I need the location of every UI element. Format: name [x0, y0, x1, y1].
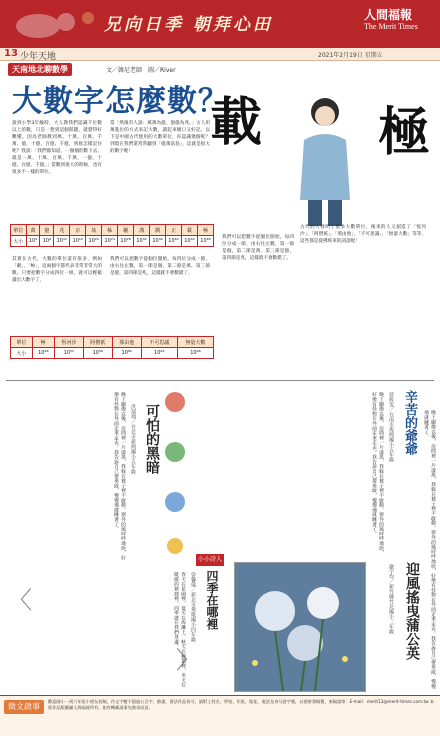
ox-decoration-icon [8, 6, 104, 42]
boy-illustration [290, 90, 360, 230]
table-cell-unit: 阿僧祇 [83, 337, 112, 348]
article-headline: 大數字怎麼數？ [12, 84, 229, 119]
table-cell-size: 大小 [11, 348, 33, 359]
story1-author: 洪瑞翔／台北市新興國小五年級 [130, 404, 136, 474]
art-title: 迎風搖曳蒲公英 [404, 562, 420, 660]
table-cell-size: 10⁴⁸ [197, 236, 213, 247]
timeline-dots-icon [160, 386, 190, 556]
article-quote: 古代的人發明了很多大數單位，後來的人又創造了「恆河沙」、「阿僧祇」、「那由他」、「不可思議」、「無量大數」等等，這些都是從佛經來的詞語喔！ [300, 225, 426, 244]
story3-body: 春天在花園裡，夏天在海灘上，秋天在楓葉裡，冬天在暖暖的被窩裡。四季就在我們身邊。 [173, 572, 185, 688]
article-body-col2: 當「然後有人說：萬萬為億，億億為兆。」古人用萬進位的方式來記大數，讀起來順口又好記。以下是中國古代使用的大數單位，你認識幾個呢？到現在我們還常常聽到「億萬富翁」，這就是很大的數字喔！ [110, 121, 210, 154]
table-cell-size: 10⁴⁸ [32, 348, 54, 359]
article-body-col1: 說到小學3年級時，大人教我們認識千位數以上的數，只是一想到這個問題，就覺得好難懂。因為老師教到萬、十萬、百萬、千萬、億、十億、百億、千億，到底怎樣記住呢？我說：「我們都知道，一個個的數下去，就是一萬、十萬、百萬、千萬，一億、十億、百億、千億。」當數到很大的時候，也有很多不一樣的單位。 [12, 121, 102, 175]
story2-body-cont: 晚上關燈以後，房間裡一片漆黑，我躲在被子裡不敢動。窗外的風呼呼地吹，好像有怪物在外面走來走去。我告訴自己要勇敢，慢慢地就睡著了。 [371, 392, 383, 556]
table-cell-unit: 京 [70, 225, 86, 236]
page-number: 13 [4, 48, 18, 59]
calligraphy-ji: 極 [378, 102, 431, 163]
table-cell-unit: 秭 [102, 225, 118, 236]
table-cell-size: 10⁶⁴ [141, 348, 177, 359]
issue-date: 2021年2月19日 星期五 [318, 52, 383, 59]
table-cell-size: 10²⁸ [118, 236, 134, 247]
table-cell-size: 10⁵² [54, 348, 83, 359]
art-author: 嚴宇均／新竹縣竹北國小三年級 [388, 564, 394, 634]
table-cell-unit: 澗 [150, 225, 166, 236]
article-body-col3: 其實在古代，大數的單位還有很多，例如「載」、「極」，這兩個字都代表非常非常大的數。只要把數字分成四位一組，就可以輕鬆讀出大數字了。 [12, 257, 102, 283]
table-cell-size: 10⁸ [40, 236, 54, 247]
paper-name: 人間福報 [364, 8, 413, 22]
table-cell-size: 10⁵⁶ [83, 348, 112, 359]
table-cell-unit: 不可思議 [141, 337, 177, 348]
calligraphy-zai: 載 [210, 92, 263, 153]
footer-badge: 徵文啟事 [4, 700, 44, 714]
table-cell-unit: 兆 [54, 225, 70, 236]
story3-title: 四季在哪裡 [205, 570, 219, 630]
table-cell-size: 10⁴ [26, 236, 40, 247]
table-cell-unit: 那由他 [112, 337, 141, 348]
table-cell-unit: 極 [197, 225, 213, 236]
table-cell-size: 10³² [134, 236, 150, 247]
left-bracket-icon: 〈 [8, 586, 32, 614]
table-cell-size: 大小 [11, 236, 27, 247]
table-cell-size: 10²⁴ [102, 236, 118, 247]
table-cell-size: 10¹⁶ [70, 236, 86, 247]
table-cell-size: 10⁴⁰ [166, 236, 182, 247]
units-table-1 [10, 224, 214, 247]
story3-author: 曾馨儀／新北市鶯歌國小四年級 [190, 572, 196, 642]
table-cell-size: 10⁶⁰ [112, 348, 141, 359]
article-body-col4: 我們可以把數字從個位開始，每四位分成一節，由右往左數，第一節是個，第二節是萬，第三節是億，第四節是兆，這樣就不會數錯了。 [110, 257, 210, 276]
footer-text: 歡迎國小一到六年級小朋友投稿，作文字數不超過五百字，繪畫、書法作品皆可。請附上姓名、學校、年級、地址、電話及身分證字號，以便寄發稿費。來稿請寄：E-mail：merit13@merit-times.com.tw 本版作品版權屬人間福報所有，如有轉載請事先徵求同意。 [48, 699, 435, 710]
right-bracket-icon: 〉 [176, 646, 200, 674]
story2-author: 曾筱雯／台南市復興國小五年級 [388, 392, 394, 462]
table-cell-unit: 億 [40, 225, 54, 236]
table-cell-unit: 無量大數 [177, 337, 213, 348]
table-cell-size: 10⁶⁸ [177, 348, 213, 359]
column-badge: 天南地北聊數學 [8, 63, 72, 76]
table-cell-unit: 極 [32, 337, 54, 348]
story2-title: 辛苦的爺爺 [402, 390, 417, 455]
table-cell-unit: 垓 [86, 225, 102, 236]
table-cell-unit: 萬 [26, 225, 40, 236]
article-body-col5: 我們可以把數字從個位開始，每四位分成一節，由右往左數，第一節是個，第二節是萬，第三節是億，第四節是兆，這樣就不會數錯了。 [222, 235, 294, 261]
table-cell-size: 10²⁰ [86, 236, 102, 247]
story1-title: 可怕的黑暗 [144, 404, 160, 474]
table-cell-unit: 穰 [118, 225, 134, 236]
article-author: 文／韓尼老師 圖／River [106, 67, 176, 74]
story2-body: 晚上關燈以後，房間裡一片漆黑，我躲在被子裡不敢動。窗外的風呼呼地吹，好像有怪物在外面走來走去。我告訴自己要勇敢，慢慢地就睡著了。 [423, 410, 435, 689]
poet-badge: 小小詩人 [196, 554, 224, 566]
paper-english-name: The Merit Times [364, 22, 418, 31]
table-cell-size: 10⁴⁴ [181, 236, 197, 247]
section-name: 少年天地 [20, 52, 57, 62]
table-cell-unit: 單位 [11, 225, 27, 236]
section-divider [6, 380, 434, 381]
header-slogan: 兄向日季 朝拜心田 [104, 15, 273, 35]
units-table-2 [10, 336, 214, 359]
table-cell-size: 10³⁶ [150, 236, 166, 247]
table-cell-unit: 溝 [134, 225, 150, 236]
story1-body: 晚上關燈以後，房間裡一片漆黑，我躲在被子裡不敢動。窗外的風呼呼地吹，好像有怪物在外面走來走去。我告訴自己要勇敢，慢慢地就睡著了。 [113, 392, 125, 560]
dandelion-painting [234, 562, 366, 692]
table-cell-unit: 恆河沙 [54, 337, 83, 348]
table-cell-size: 10¹² [54, 236, 70, 247]
table-cell-unit: 載 [181, 225, 197, 236]
table-cell-unit: 正 [166, 225, 182, 236]
table-cell-unit: 單位 [11, 337, 33, 348]
